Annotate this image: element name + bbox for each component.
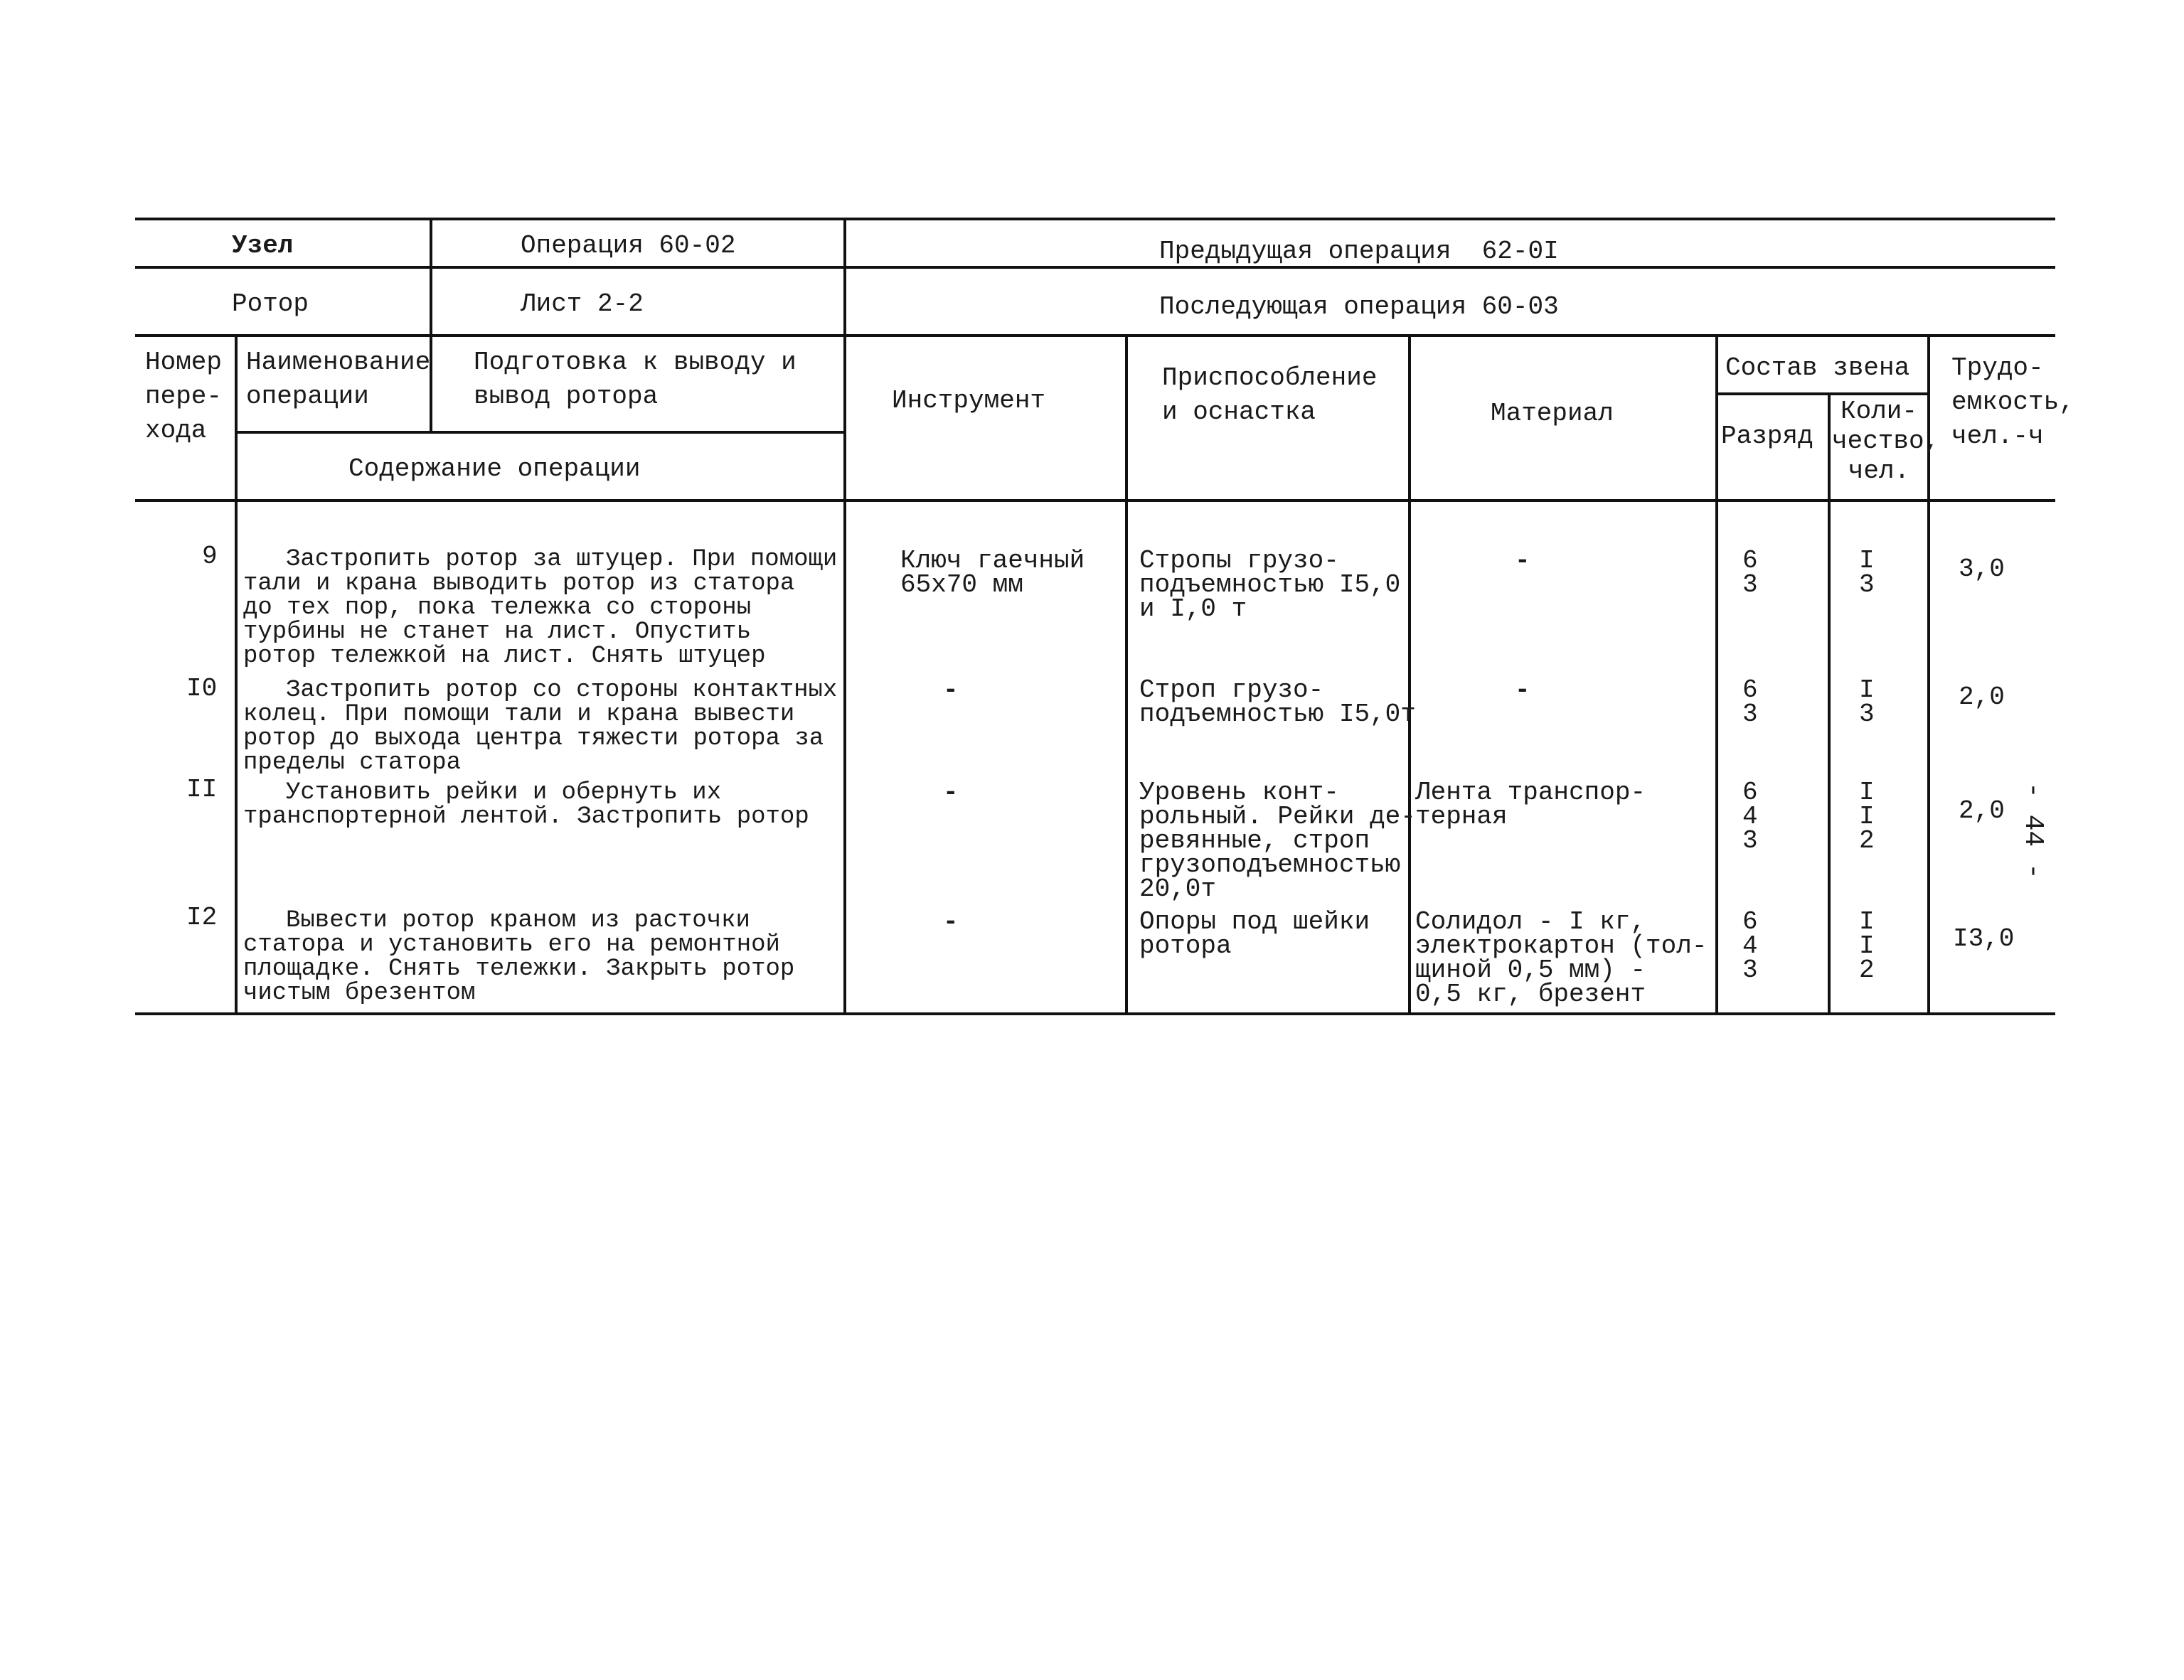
header-row2-rule [135,334,2055,337]
row-9-content: Застропить ротор за штуцер. При помощи тали и крана выводить ротор из статора до тех пор, пока тележка со стороны турбины не станет на лист. Опустить ротор тележкой на лист. Снять штуцер [243,546,838,670]
unit-label: Узел [232,231,294,260]
row-11-grade: 6 4 3 [1742,778,1758,855]
sheet-label: Лист 2-2 [521,289,644,319]
row-12-num: I2 [186,903,218,932]
col-header-tool: Инструмент [892,386,1046,415]
row-12-tool: - [943,907,959,936]
header-opname-rule [236,431,845,434]
col-divider-grade [1828,392,1831,1014]
row-10-content: Застропить ротор со стороны контактных колец. При помощи тали и крана вывести ротор до выхода центра тяжести ротора за пределы статора [243,677,838,776]
table-top-rule [135,218,2055,220]
row-12-count: I I 2 [1859,907,1875,985]
next-operation: Последующая операция 60-03 [1159,292,1559,321]
row-10-fixture: Строп грузо- подъемностью I5,0т [1139,675,1416,729]
row-9-count: I 3 [1859,546,1875,599]
row-10-material: - [1515,675,1530,705]
row-11-content: Установить рейки и обернуть их транспортерной лентой. Застропить ротор [243,779,809,830]
col-header-num: Номер пере- хода [145,348,223,445]
col-header-material: Материал [1491,399,1614,428]
row-11-num: II [186,775,218,804]
row-12-labor: I3,0 [1953,924,2015,953]
row-9-labor: 3,0 [1959,555,2005,584]
col-header-fixture: Приспособление и оснастка [1162,363,1378,427]
col-header-op-name: Наименование операции [246,348,431,411]
col-header-labor: Трудо- емкость, чел.-ч [1951,353,2074,451]
row-10-grade: 6 3 [1742,675,1758,729]
col-header-grade: Разряд [1721,422,1813,451]
row-9-fixture: Стропы грузо- подъемностью I5,0 и I,0 т [1139,546,1401,624]
row-11-tool: - [943,778,959,807]
row-12-content: Вывести ротор краном из расточки статора и установить его на ремонтной площадке. Снять тележки. Закрыть ротор чистым брезентом [243,907,795,1007]
col-divider-operation [843,218,846,1014]
col-divider-num [235,334,238,1014]
operation-label: Операция 60-02 [521,231,736,260]
row-11-count: I I 2 [1859,778,1875,855]
header-bottom-rule [135,499,2055,502]
row-11-fixture: Уровень конт- рольный. Рейки де- ревянные, строп грузоподъемностью 20,0т [1139,778,1416,904]
row-12-material: Солидол - I кг, электрокартон (тол- щиной 0,5 мм) - 0,5 кг, брезент [1415,907,1708,1009]
row-11-labor: 2,0 [1959,796,2005,825]
row-10-tool: - [943,675,959,705]
row-12-grade: 6 4 3 [1742,907,1758,985]
col-header-content: Содержание операции [348,454,641,483]
row-11-material: Лента транспор- терная [1415,778,1646,831]
col-divider-fixture [1408,334,1411,1014]
row-9-num: 9 [202,542,218,571]
row-10-labor: 2,0 [1959,683,2005,712]
col-divider-tool [1125,334,1128,1014]
col-header-count: Коли- чество, чел. [1832,397,1940,486]
row-10-count: I 3 [1859,675,1875,729]
page-number: - 44 - [2018,782,2048,879]
op-name-value: Подготовка к выводу и вывод ротора [474,348,797,411]
prev-operation: Предыдущая операция 62-0I [1159,237,1559,266]
row-10-num: I0 [186,674,218,703]
col-header-crew: Состав звена [1725,353,1910,382]
header-row1-rule [135,266,2055,269]
row-9-material: - [1515,546,1530,575]
row-9-tool: Ключ гаечный 65х70 мм [900,546,1085,599]
table-bottom-rule [135,1012,2055,1015]
crew-split-rule [1715,392,1929,395]
col-divider-material [1715,334,1718,1014]
unit-value: Ротор [232,289,309,319]
row-12-fixture: Опоры под шейки ротора [1139,907,1370,961]
row-9-grade: 6 3 [1742,546,1758,599]
